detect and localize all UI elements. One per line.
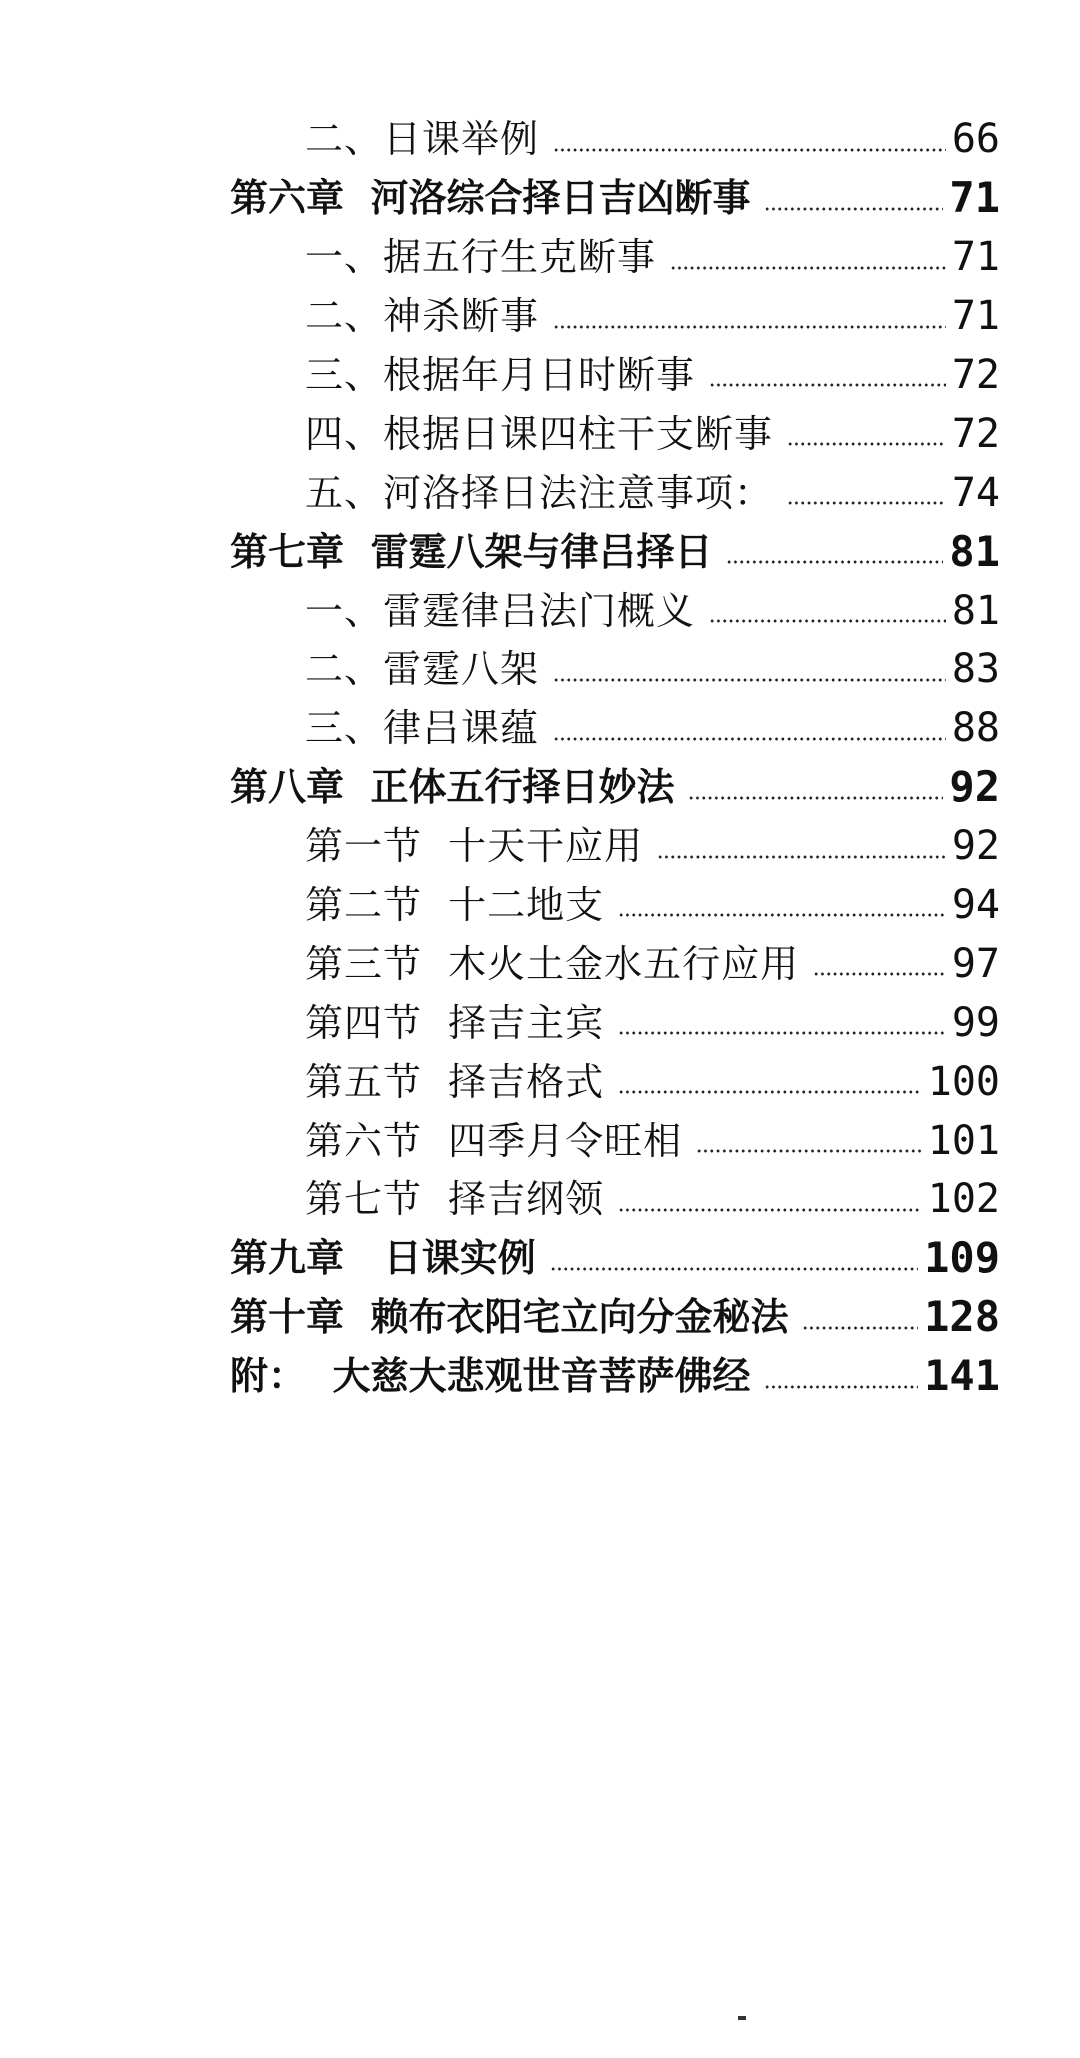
toc-chapter <box>0 1229 1080 1288</box>
toc-page-number: 109 <box>924 1233 1000 1283</box>
toc-entry <box>0 581 1080 640</box>
toc-chapter-label: 第七章 雷霆八架与律吕择日 <box>230 529 713 574</box>
toc-entry-label: 一、据五行生克断事 <box>305 235 657 280</box>
toc-chapter-label: 附： 大慈大悲观世音菩萨佛经 <box>230 1354 751 1399</box>
toc-page-number: 97 <box>951 940 1000 987</box>
toc-chapter-label: 第六章 河洛综合择日吉凶断事 <box>230 176 751 221</box>
toc-chapter <box>0 1288 1080 1347</box>
toc-entry <box>0 699 1080 758</box>
dot-leader <box>550 1266 918 1272</box>
toc-chapter <box>0 758 1080 817</box>
dot-leader <box>709 618 946 624</box>
toc-entry <box>0 346 1080 405</box>
toc-entry <box>0 934 1080 993</box>
page-mark <box>738 2016 746 2020</box>
toc-entry-label: 第三节 木火土金水五行应用 <box>305 941 800 986</box>
dot-leader <box>802 1325 918 1331</box>
toc-page-number: 83 <box>951 646 1000 693</box>
toc-page-number: 71 <box>951 234 1000 281</box>
toc-entry <box>0 876 1080 935</box>
toc-entry <box>0 993 1080 1052</box>
toc-chapter <box>0 169 1080 228</box>
dot-leader <box>726 559 943 565</box>
toc-page-number: 92 <box>949 762 1000 812</box>
toc-page-number: 81 <box>949 526 1000 576</box>
toc-entry <box>0 110 1080 169</box>
toc-page-number: 72 <box>951 410 1000 457</box>
dot-leader <box>813 971 946 977</box>
toc-entry <box>0 463 1080 522</box>
toc-page-number: 71 <box>951 293 1000 340</box>
toc-page-number: 71 <box>949 173 1000 223</box>
dot-leader <box>618 1030 946 1036</box>
dot-leader <box>553 324 946 330</box>
toc-page-number: 94 <box>951 882 1000 929</box>
toc-chapter <box>0 522 1080 581</box>
dot-leader <box>787 441 946 447</box>
table-of-contents <box>0 110 1080 1406</box>
toc-chapter-label: 第十章 赖布衣阳宅立向分金秘法 <box>230 1295 789 1340</box>
toc-appendix <box>0 1347 1080 1406</box>
dot-leader <box>688 795 943 801</box>
toc-entry <box>0 640 1080 699</box>
toc-page-number: 74 <box>951 469 1000 516</box>
toc-page-number: 100 <box>927 1058 1000 1105</box>
toc-page-number: 128 <box>924 1292 1000 1342</box>
toc-entry-label: 二、神杀断事 <box>305 294 540 339</box>
toc-page-number: 88 <box>951 705 1000 752</box>
dot-leader <box>670 265 946 271</box>
toc-page-number: 141 <box>924 1351 1000 1401</box>
toc-entry-label: 第六节 四季月令旺相 <box>305 1118 683 1163</box>
toc-entry-label: 第四节 择吉主宾 <box>305 1000 605 1045</box>
toc-entry-label: 三、律吕课蕴 <box>305 706 540 751</box>
dot-leader <box>553 147 946 153</box>
toc-entry-label: 二、雷霆八架 <box>305 647 540 692</box>
dot-leader <box>618 1089 922 1095</box>
toc-entry <box>0 1052 1080 1111</box>
dot-leader <box>657 854 946 860</box>
dot-leader <box>764 206 943 212</box>
dot-leader <box>764 1384 918 1390</box>
toc-entry-label: 三、根据年月日时断事 <box>305 353 696 397</box>
toc-entry-label: 五、河洛择日法注意事项： <box>305 470 774 515</box>
dot-leader <box>618 912 946 918</box>
toc-page-number: 101 <box>927 1117 1000 1164</box>
toc-entry <box>0 1170 1080 1229</box>
toc-page-number: 81 <box>951 587 1000 634</box>
toc-page-number: 99 <box>951 999 1000 1046</box>
dot-leader <box>696 1148 922 1154</box>
dot-leader <box>553 677 946 683</box>
dot-leader <box>553 736 946 742</box>
toc-page-number: 66 <box>951 116 1000 163</box>
toc-entry <box>0 228 1080 287</box>
toc-page-number: 92 <box>951 823 1000 870</box>
toc-page-number: 102 <box>927 1176 1000 1223</box>
toc-entry-label: 四、根据日课四柱干支断事 <box>305 411 774 456</box>
dot-leader <box>787 500 946 506</box>
toc-entry-label: 一、雷霆律吕法门概义 <box>305 588 696 633</box>
dot-leader <box>709 382 946 388</box>
toc-entry-label: 第二节 十二地支 <box>305 883 605 928</box>
toc-entry-label: 第一节 十天干应用 <box>305 824 644 869</box>
toc-entry <box>0 817 1080 876</box>
dot-leader <box>618 1207 922 1213</box>
toc-page-number: 72 <box>951 352 1000 398</box>
toc-entry <box>0 287 1080 346</box>
toc-chapter-label: 第八章 正体五行择日妙法 <box>230 765 675 810</box>
toc-entry-label: 第七节 择吉纲领 <box>305 1177 605 1222</box>
toc-entry-label: 第五节 择吉格式 <box>305 1059 605 1104</box>
toc-entry-label: 二、日课举例 <box>305 117 540 162</box>
toc-entry <box>0 404 1080 463</box>
toc-entry <box>0 1111 1080 1170</box>
toc-chapter-label: 第九章 日课实例 <box>230 1236 536 1281</box>
